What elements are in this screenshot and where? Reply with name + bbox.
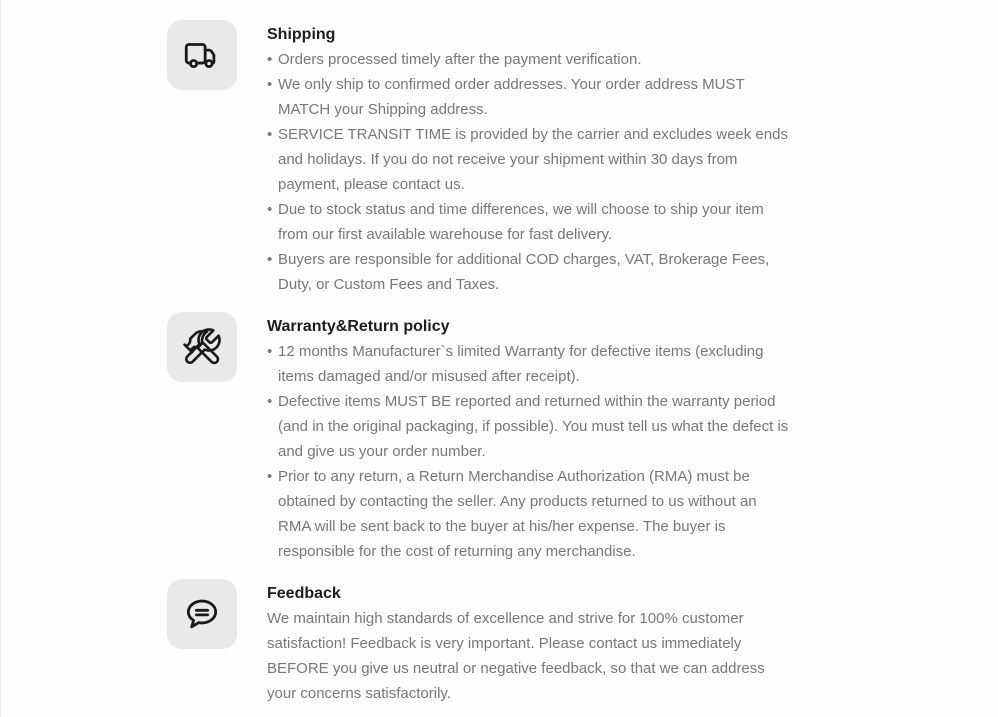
warranty-icon-tile <box>167 312 237 382</box>
shipping-bullet: • We only ship to confirmed order addresses. Your order address MUST MATCH your Shipping address. <box>267 72 789 122</box>
feedback-body <box>267 579 789 706</box>
shipping-bullet-list <box>267 47 789 297</box>
feedback-icon-tile <box>167 579 237 649</box>
warranty-bullet-list <box>267 339 789 564</box>
shipping-bullet: • Due to stock status and time differences, we will choose to ship your item from our first available warehouse for fast delivery. <box>267 197 789 247</box>
shipping-body <box>267 20 789 297</box>
shipping-bullet: • Orders processed timely after the payment verification. <box>267 47 789 72</box>
shipping-bullet: • SERVICE TRANSIT TIME is provided by the carrier and excludes week ends and holidays. If you do not receive your shipment within 30 days from payment, please contact us. <box>267 122 789 197</box>
feedback-paragraph: We maintain high standards of excellence and strive for 100% customer satisfaction! Feedback is very important. Please contact us immediately BEFORE you give us neutral or negative feedback, so that we can address your concerns satisfactorily. <box>267 610 765 702</box>
feedback-title: Feedback <box>267 585 341 602</box>
warranty-body <box>267 312 789 564</box>
warranty-title: Warranty&Return policy <box>267 318 450 335</box>
hammer-wrench-icon <box>181 326 223 368</box>
section-warranty-return <box>167 312 918 564</box>
warranty-bullet: • Prior to any return, a Return Merchandise Authorization (RMA) must be obtained by contacting the seller. Any products returned to us without an RMA will be sent back to the buyer at his/her expense. The buyer is responsible for the cost of returning any merchandise. <box>267 464 789 564</box>
shipping-title: Shipping <box>267 26 336 43</box>
speech-bubble-icon <box>181 593 223 635</box>
shipping-icon-tile <box>167 20 237 90</box>
truck-icon <box>181 34 223 76</box>
warranty-bullet: • Defective items MUST BE reported and returned within the warranty period (and in the original packaging, if possible). You must tell us what the defect is and give us your order number. <box>267 389 789 464</box>
warranty-bullet: • 12 months Manufacturer`s limited Warranty for defective items (excluding items damaged and/or misused after receipt). <box>267 339 789 389</box>
policy-content <box>1 0 998 706</box>
shipping-bullet: • Buyers are responsible for additional COD charges, VAT, Brokerage Fees, Duty, or Custom Fees and Taxes. <box>267 247 789 297</box>
section-shipping <box>167 20 918 297</box>
section-feedback <box>167 579 918 706</box>
